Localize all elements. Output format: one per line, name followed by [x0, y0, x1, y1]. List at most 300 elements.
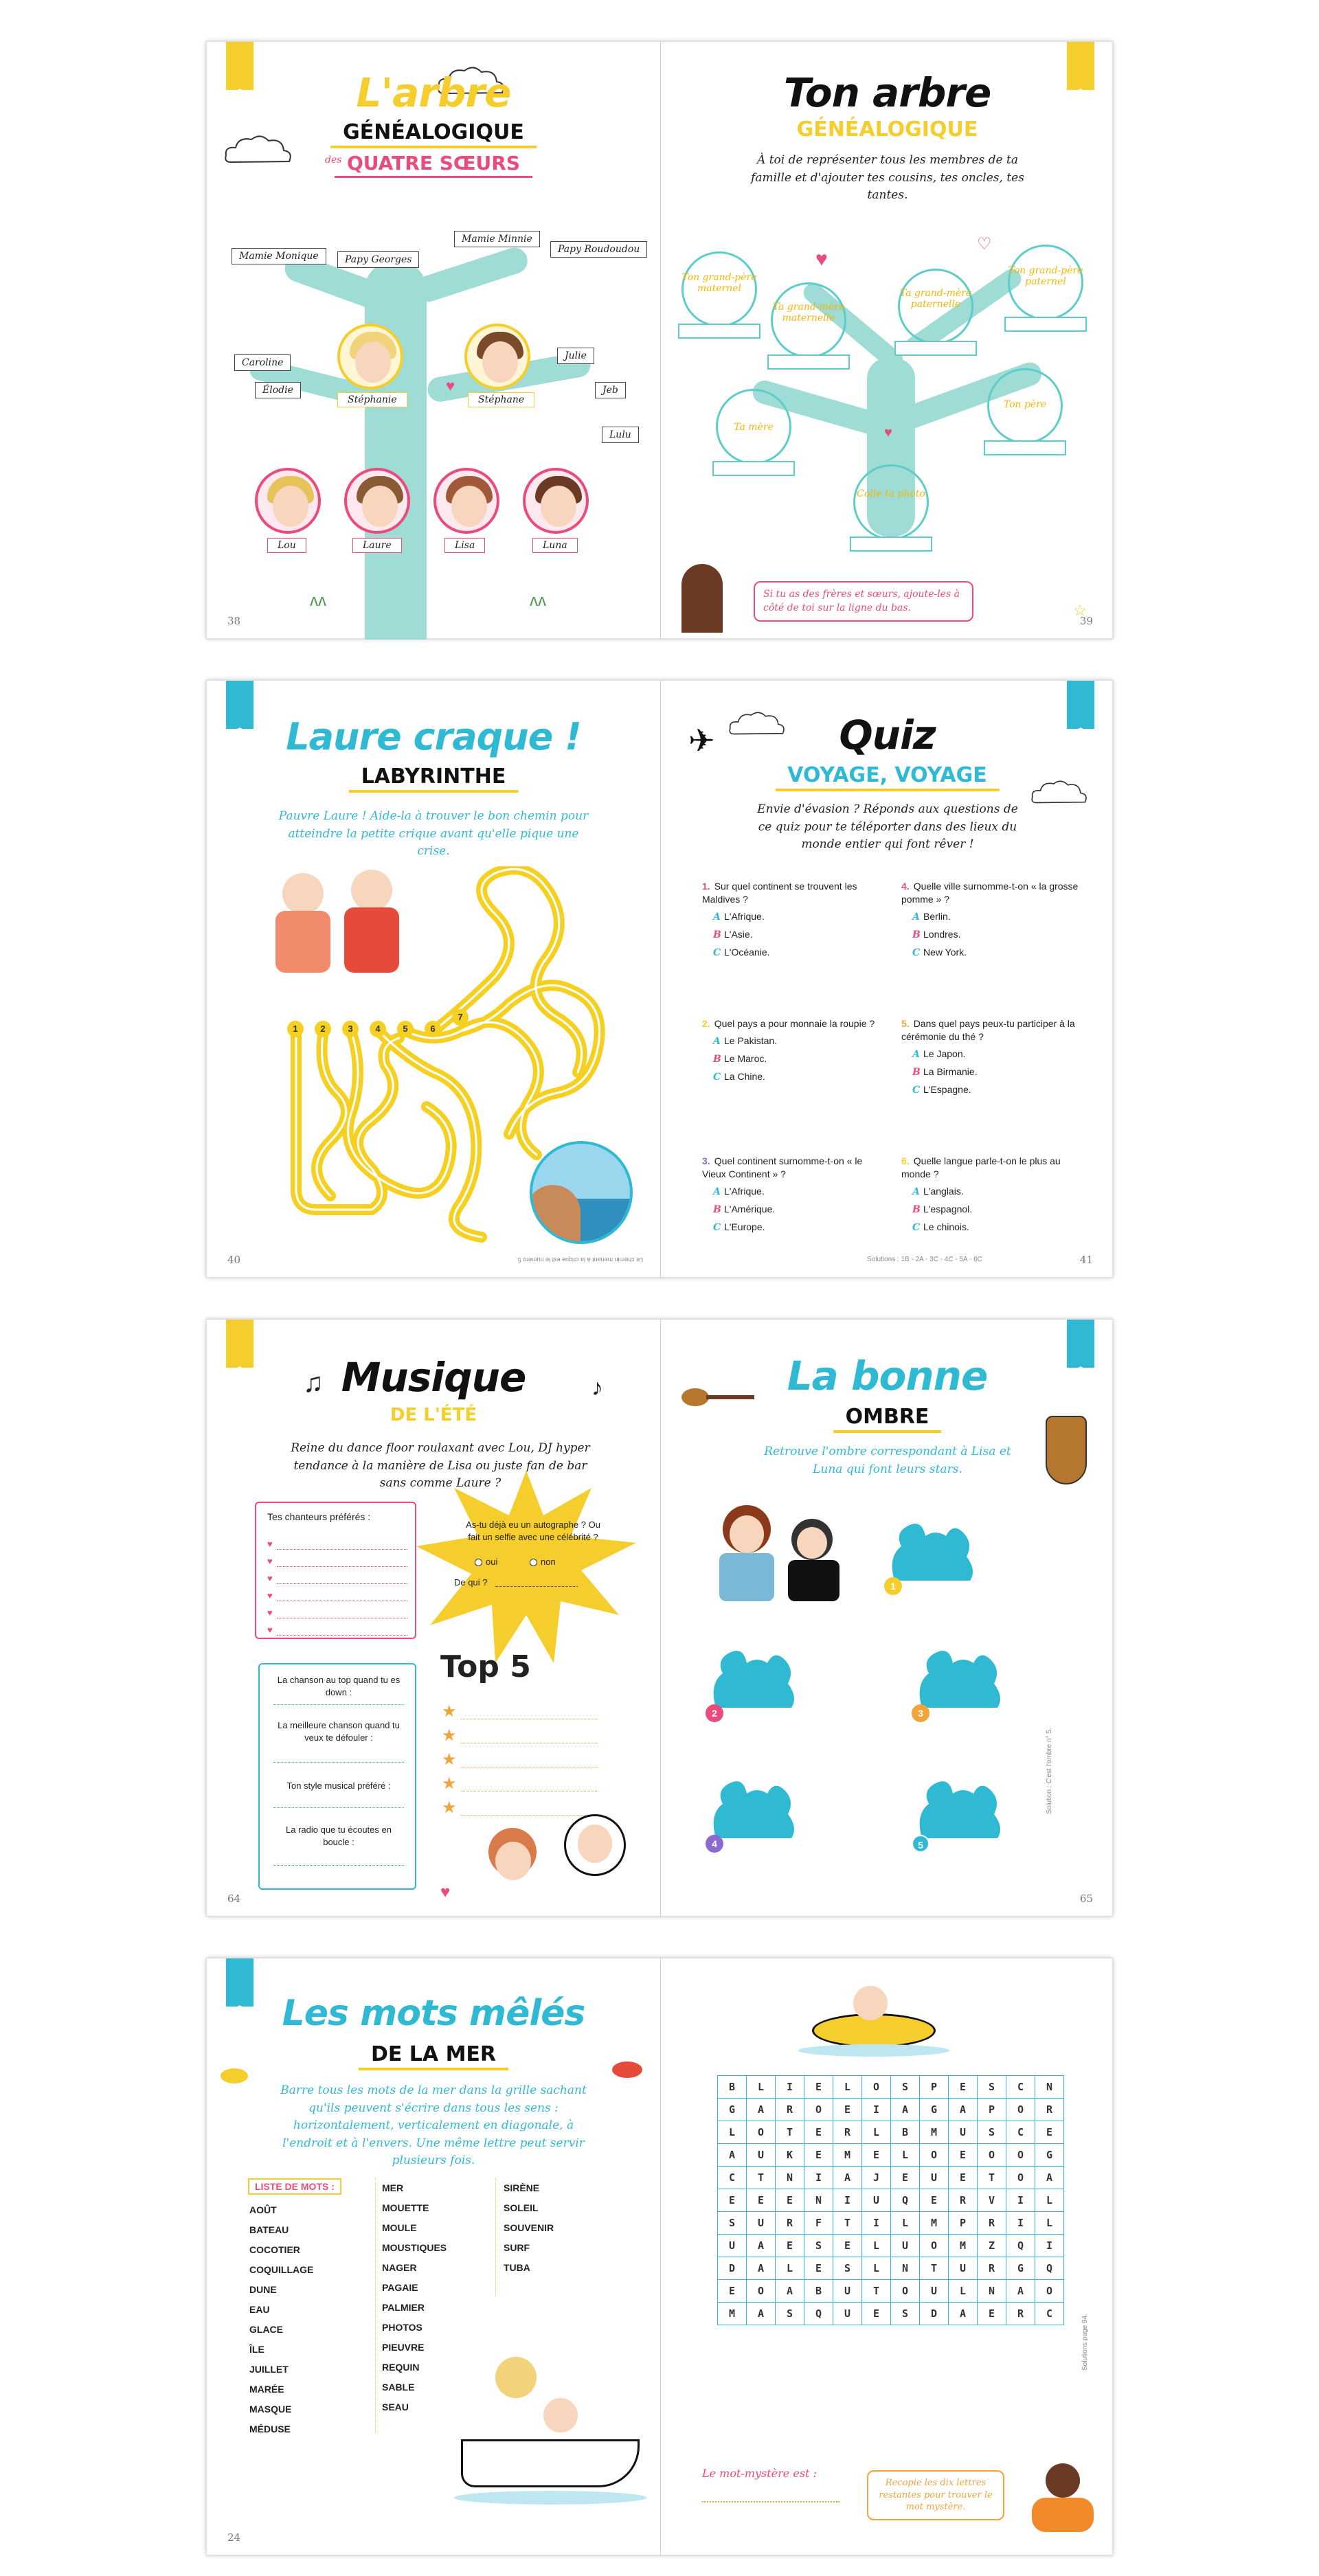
grid-cell[interactable]: J	[862, 2167, 891, 2189]
grid-cell[interactable]: U	[949, 2121, 978, 2144]
page-family-tree-sisters	[207, 42, 660, 640]
shadow-number[interactable]: 5	[912, 1835, 929, 1853]
cove-image	[530, 1141, 633, 1244]
top5-line[interactable]: ★	[461, 1800, 598, 1816]
grid-cell[interactable]: O	[804, 2099, 833, 2121]
grid-cell[interactable]: U	[920, 2167, 949, 2189]
page-music	[207, 1320, 660, 1917]
grid-cell[interactable]: N	[891, 2257, 920, 2280]
top5-line[interactable]: ★	[461, 1776, 598, 1792]
grid-cell[interactable]: T	[862, 2280, 891, 2303]
boat-illustration	[454, 2343, 646, 2515]
prompt-label: La radio que tu écoutes en boucle :	[286, 1824, 392, 1847]
grid-cell[interactable]: Q	[804, 2303, 833, 2325]
grid-cell[interactable]: O	[1006, 2099, 1035, 2121]
grid-cell[interactable]: C	[718, 2167, 747, 2189]
word-search-grid[interactable]	[717, 2075, 1064, 2325]
music-note-icon: ♫	[303, 1368, 324, 1398]
grid-cell[interactable]: L	[891, 2144, 920, 2167]
grid-cell[interactable]: U	[833, 2280, 862, 2303]
grid-cell[interactable]: A	[747, 2235, 776, 2257]
grid-cell[interactable]: E	[891, 2167, 920, 2189]
grid-cell[interactable]: M	[920, 2212, 949, 2235]
quiz-question	[702, 1155, 888, 1234]
grid-cell[interactable]: M	[920, 2121, 949, 2144]
prompt-line	[273, 1865, 404, 1866]
grid-cell[interactable]: A	[891, 2099, 920, 2121]
grid-cell[interactable]: P	[920, 2076, 949, 2099]
grid-cell[interactable]: E	[804, 2257, 833, 2280]
grid-cell[interactable]: O	[920, 2144, 949, 2167]
shadow-number[interactable]: 1	[884, 1577, 902, 1595]
intro-text: À toi de représenter tous les membres de ta famille et d'ajouter tes cousins, tes oncles, tes tantes.	[751, 153, 1024, 202]
page-title: Quiz	[839, 712, 936, 758]
word-list-title: LISTE DE MOTS :	[248, 2178, 341, 2195]
star-icon: ☆	[1073, 602, 1087, 619]
quiz-question	[702, 880, 888, 959]
grid-cell[interactable]: A	[1006, 2280, 1035, 2303]
word-item: MASQUE	[249, 2404, 292, 2415]
answer-option[interactable]: C La Chine.	[713, 1070, 765, 1083]
shadow-number[interactable]: 3	[912, 1704, 929, 1722]
spread-music-shadow	[206, 1319, 1113, 1917]
relative-label: Lulu	[602, 427, 639, 443]
grid-cell[interactable]: O	[747, 2280, 776, 2303]
grid-cell[interactable]: E	[862, 2303, 891, 2325]
grid-cell[interactable]: E	[920, 2189, 949, 2212]
avatar	[464, 324, 530, 389]
word-item: SOLEIL	[504, 2202, 539, 2213]
frame-banner	[678, 324, 760, 339]
word-item: MOUETTE	[382, 2202, 429, 2213]
grid-cell[interactable]: A	[776, 2280, 804, 2303]
word-item: MER	[382, 2182, 404, 2193]
grid-cell[interactable]: B	[718, 2076, 747, 2099]
avatar	[433, 468, 499, 534]
page-number: 65	[1079, 1893, 1093, 1905]
shadow-silhouette[interactable]	[709, 1642, 798, 1711]
grid-cell[interactable]: L	[747, 2076, 776, 2099]
grid-cell[interactable]: A	[949, 2099, 978, 2121]
grid-cell[interactable]: R	[1035, 2099, 1064, 2121]
grid-cell[interactable]: A	[949, 2303, 978, 2325]
grid-cell[interactable]: L	[862, 2235, 891, 2257]
grid-cell[interactable]: I	[1006, 2212, 1035, 2235]
grid-cell[interactable]: I	[776, 2076, 804, 2099]
tree-trunk	[365, 262, 427, 640]
non-option[interactable]: non	[530, 1557, 556, 1567]
grid-cell[interactable]: C	[1006, 2076, 1035, 2099]
grid-cell[interactable]: Q	[1006, 2235, 1035, 2257]
word-list-column	[249, 2200, 313, 2439]
answer-option[interactable]: A Berlin.	[912, 910, 951, 923]
grid-cell[interactable]: T	[833, 2212, 862, 2235]
answer-option[interactable]: A L'Afrique.	[713, 1185, 765, 1197]
grid-cell[interactable]: L	[776, 2257, 804, 2280]
relative-label: Caroline	[234, 354, 291, 371]
grid-cell[interactable]: U	[747, 2144, 776, 2167]
word-item: MOULE	[382, 2222, 417, 2233]
page-title: Laure craque !	[286, 715, 581, 758]
answer-option[interactable]: B L'Asie.	[713, 928, 753, 940]
column-divider	[375, 2178, 376, 2432]
grid-row	[718, 2212, 1064, 2235]
shadow-silhouette[interactable]	[915, 1773, 1004, 1842]
sister-name: Luna	[532, 538, 578, 553]
grid-cell[interactable]: D	[718, 2257, 747, 2280]
answer-option[interactable]: C New York.	[912, 946, 967, 958]
grid-cell[interactable]: C	[1006, 2121, 1035, 2144]
grid-cell[interactable]: I	[862, 2212, 891, 2235]
relative-label: Jeb	[595, 382, 626, 398]
answer-option[interactable]: A Le Japon.	[912, 1048, 966, 1060]
grid-cell[interactable]: E	[804, 2076, 833, 2099]
grid-cell[interactable]: E	[949, 2076, 978, 2099]
grid-cell[interactable]: N	[1035, 2076, 1064, 2099]
grid-cell[interactable]: L	[1035, 2189, 1064, 2212]
grid-cell[interactable]: E	[747, 2189, 776, 2212]
oui-option[interactable]: oui	[475, 1557, 497, 1567]
grid-cell[interactable]: S	[891, 2303, 920, 2325]
mystery-label: Le mot-mystère est :	[702, 2467, 817, 2480]
shadow-silhouette[interactable]	[915, 1642, 1004, 1711]
airplane-icon: ✈	[688, 723, 715, 758]
question-text: Quel pays a pour monnaie la roupie ?	[714, 1018, 875, 1029]
grid-cell[interactable]: S	[891, 2076, 920, 2099]
title-bar: GÉNÉALOGIQUE	[330, 119, 537, 148]
word-item: ÎLE	[249, 2344, 264, 2355]
page-title: La bonne	[787, 1353, 988, 1399]
heart-icon: ♥	[440, 1883, 451, 1901]
page-title: L'arbre	[356, 69, 511, 116]
top5-line[interactable]: ★	[461, 1752, 598, 1767]
maze-start-number[interactable]: 6	[425, 1021, 441, 1037]
grid-cell[interactable]: S	[776, 2303, 804, 2325]
page-title: Les mots mêlés	[282, 1993, 585, 2034]
frame-label: Ton grand-père paternel	[1008, 265, 1083, 288]
drum-icon	[1046, 1416, 1087, 1484]
page-number: 64	[227, 1893, 241, 1905]
de-qui-label: De qui ?	[454, 1577, 488, 1588]
page-number: 39	[1079, 615, 1093, 627]
heart-icon: ♥	[884, 425, 892, 440]
grid-cell[interactable]: M	[833, 2144, 862, 2167]
grid-cell[interactable]: N	[978, 2280, 1006, 2303]
grid-cell[interactable]: G	[920, 2099, 949, 2121]
grid-cell[interactable]: O	[747, 2121, 776, 2144]
grid-cell[interactable]: B	[891, 2121, 920, 2144]
grid-cell[interactable]: O	[978, 2144, 1006, 2167]
autograph-question: As-tu déjà eu un autographe ? Ou fait un selfie avec une célébrité ?	[466, 1519, 600, 1543]
answer-option[interactable]: C L'Océanie.	[713, 946, 770, 958]
grid-cell[interactable]: B	[804, 2280, 833, 2303]
music-prompts-box[interactable]	[258, 1663, 416, 1890]
word-item: BATEAU	[249, 2224, 289, 2235]
grid-cell[interactable]: O	[1035, 2280, 1064, 2303]
grid-cell[interactable]: G	[1035, 2144, 1064, 2167]
frame-label: Ta grand-mère maternelle	[772, 302, 845, 324]
prompt-line	[273, 1704, 404, 1705]
frame-banner	[894, 341, 977, 356]
prompt-label: La meilleure chanson quand tu veux te défouler :	[278, 1720, 400, 1743]
grid-cell[interactable]: K	[776, 2144, 804, 2167]
frame-banner	[850, 536, 932, 552]
grid-cell[interactable]: R	[776, 2212, 804, 2235]
grid-cell[interactable]: G	[1006, 2257, 1035, 2280]
grid-row	[718, 2099, 1064, 2121]
grid-cell[interactable]: M	[718, 2303, 747, 2325]
prompt-label: La chanson au top quand tu es down :	[277, 1675, 401, 1697]
grid-cell[interactable]: E	[1035, 2121, 1064, 2144]
answer-option[interactable]: A Le Pakistan.	[713, 1035, 778, 1047]
question-text: Sur quel continent se trouvent les Maldives ?	[702, 881, 857, 905]
grid-cell[interactable]: O	[920, 2235, 949, 2257]
title-bar: LABYRINTHE	[349, 763, 519, 793]
page-title: Ton arbre	[783, 69, 991, 116]
starburst	[413, 1467, 640, 1667]
grid-cell[interactable]: I	[862, 2099, 891, 2121]
grid-row	[718, 2121, 1064, 2144]
favorite-singers-box[interactable]: Tes chanteurs préférés : ♥ ♥ ♥ ♥ ♥ ♥	[255, 1502, 416, 1639]
mystery-answer-line[interactable]	[702, 2501, 839, 2502]
grid-cell[interactable]: E	[833, 2235, 862, 2257]
grid-cell[interactable]: R	[833, 2121, 862, 2144]
heart-icon: ♡	[977, 235, 992, 253]
maze-start-number[interactable]: 7	[452, 1009, 469, 1026]
grid-cell[interactable]: E	[718, 2189, 747, 2212]
grid-cell[interactable]: O	[891, 2280, 920, 2303]
maze-start-number[interactable]: 2	[315, 1021, 331, 1037]
grid-cell[interactable]: R	[776, 2099, 804, 2121]
answer-option[interactable]: A L'anglais.	[912, 1185, 964, 1197]
grid-cell[interactable]: U	[862, 2189, 891, 2212]
word-item: SOUVENIR	[504, 2222, 554, 2233]
grid-cell[interactable]: C	[1035, 2303, 1064, 2325]
grid-cell[interactable]: A	[747, 2303, 776, 2325]
shadow-number[interactable]: 4	[706, 1835, 723, 1853]
grid-cell[interactable]: E	[949, 2144, 978, 2167]
grid-cell[interactable]: R	[1006, 2303, 1035, 2325]
grid-cell[interactable]: E	[776, 2189, 804, 2212]
grid-cell[interactable]: A	[747, 2099, 776, 2121]
column-divider	[495, 2178, 496, 2295]
title-bar: DE L'ÉTÉ	[390, 1405, 477, 1425]
answer-option[interactable]: B Londres.	[912, 928, 961, 940]
grid-cell[interactable]: L	[949, 2280, 978, 2303]
top5-title: Top 5	[440, 1649, 531, 1684]
shadow-number[interactable]: 2	[706, 1704, 723, 1722]
solution-side-note: Solutions page 94.	[1081, 2314, 1089, 2371]
grid-cell[interactable]: S	[718, 2212, 747, 2235]
frame-label: Colle ta photo	[857, 488, 925, 499]
answer-option[interactable]: A L'Afrique.	[713, 910, 765, 923]
grid-cell[interactable]: S	[804, 2235, 833, 2257]
stars-illustration	[716, 1498, 853, 1601]
page-number: 40	[227, 1254, 241, 1266]
cloud-icon	[221, 131, 303, 172]
grid-cell[interactable]: D	[920, 2303, 949, 2325]
grid-cell[interactable]: E	[804, 2144, 833, 2167]
shadow-silhouette[interactable]	[888, 1515, 977, 1584]
answer-option[interactable]: B L'espagnol.	[912, 1203, 973, 1215]
title-bar: VOYAGE, VOYAGE	[775, 762, 999, 791]
grid-cell[interactable]: R	[978, 2212, 1006, 2235]
grid-cell[interactable]: T	[776, 2121, 804, 2144]
grid-row	[718, 2235, 1064, 2257]
grid-cell[interactable]: L	[862, 2121, 891, 2144]
grid-cell[interactable]: Z	[978, 2235, 1006, 2257]
cloud-icon	[1025, 777, 1094, 811]
grid-cell[interactable]: I	[1035, 2235, 1064, 2257]
grid-cell[interactable]: V	[978, 2189, 1006, 2212]
word-item: DUNE	[249, 2284, 277, 2295]
grid-cell[interactable]: R	[949, 2189, 978, 2212]
answer-option[interactable]: C Le chinois.	[912, 1221, 969, 1233]
grid-cell[interactable]: U	[891, 2235, 920, 2257]
grid-cell[interactable]: A	[718, 2144, 747, 2167]
top5-line[interactable]: ★	[461, 1704, 598, 1719]
grid-cell[interactable]: E	[862, 2144, 891, 2167]
intro-text: Barre tous les mots de la mer dans la grille sachant qu'ils peuvent s'écrire dans tous les sens : horizontalement, verticalement en diagonale, à l'endroit et à l'envers. Une même lettre peut servir plusieurs fois.	[280, 2083, 587, 2167]
maze-start-number[interactable]: 3	[342, 1021, 359, 1037]
grid-cell[interactable]: U	[833, 2303, 862, 2325]
grid-cell[interactable]: O	[1006, 2144, 1035, 2167]
grid-cell[interactable]: A	[1035, 2167, 1064, 2189]
grid-row	[718, 2280, 1064, 2303]
grid-row	[718, 2257, 1064, 2280]
grid-cell[interactable]: L	[891, 2212, 920, 2235]
girl-illustration	[681, 564, 723, 633]
word-list-column	[504, 2178, 554, 2278]
speech-text: Si tu as des frères et sœurs, ajoute-les à côté de toi sur la ligne du bas.	[763, 589, 960, 613]
grid-cell[interactable]: U	[747, 2212, 776, 2235]
grid-cell[interactable]: F	[804, 2212, 833, 2235]
footnote: Le chemin menant à la crique est le numéro 5.	[516, 1256, 644, 1263]
avatar	[523, 468, 589, 534]
grid-cell[interactable]: A	[833, 2167, 862, 2189]
de-qui-line[interactable]	[495, 1586, 578, 1587]
grid-cell[interactable]: R	[978, 2257, 1006, 2280]
grid-cell[interactable]: U	[718, 2235, 747, 2257]
answer-option[interactable]: B La Birmanie.	[912, 1065, 978, 1078]
grid-cell[interactable]: N	[776, 2167, 804, 2189]
maze-start-number[interactable]: 5	[397, 1021, 414, 1037]
sister-name: Laure	[352, 538, 402, 553]
mystery-hint: Recopie les dix lettres restantes pour trouver le mot mystère.	[879, 2478, 993, 2513]
grid-cell[interactable]: T	[920, 2257, 949, 2280]
solutions-footnote: Solutions : 1B - 2A - 3C - 4C - 5A - 6C	[867, 1256, 982, 1263]
grid-cell[interactable]: P	[978, 2099, 1006, 2121]
grid-cell[interactable]: P	[949, 2212, 978, 2235]
word-item: PHOTOS	[382, 2322, 422, 2333]
grid-cell[interactable]: L	[833, 2076, 862, 2099]
grid-cell[interactable]: I	[833, 2189, 862, 2212]
fish-icon	[612, 2061, 642, 2078]
word-item: SEAU	[382, 2402, 409, 2413]
grid-cell[interactable]: E	[949, 2167, 978, 2189]
girl-illustration	[1025, 2463, 1094, 2539]
page-number: 41	[1079, 1254, 1093, 1266]
grid-cell[interactable]: G	[718, 2099, 747, 2121]
intro-text: Pauvre Laure ! Aide-la à trouver le bon chemin pour atteindre la petite crique avant qu'elle pique une crise.	[278, 809, 589, 858]
word-item: MÉDUSE	[249, 2424, 291, 2434]
word-item: AOÛT	[249, 2204, 277, 2215]
grid-cell[interactable]: S	[978, 2121, 1006, 2144]
grid-cell[interactable]: L	[862, 2257, 891, 2280]
grandparent-label: Mamie Minnie	[454, 231, 540, 247]
shadow-silhouette[interactable]	[709, 1773, 798, 1842]
page-your-family-tree	[660, 42, 1114, 640]
grid-cell[interactable]: A	[747, 2257, 776, 2280]
grid-cell[interactable]: L	[718, 2121, 747, 2144]
grid-cell[interactable]: Q	[1035, 2257, 1064, 2280]
photo-frame[interactable]	[853, 464, 929, 540]
grid-cell[interactable]: U	[920, 2280, 949, 2303]
grid-cell[interactable]: N	[804, 2189, 833, 2212]
question-number: 3.	[702, 1155, 710, 1166]
quiz-question	[901, 1155, 1087, 1234]
grid-cell[interactable]: I	[1006, 2189, 1035, 2212]
word-list-column	[382, 2178, 447, 2417]
word-item: EAU	[249, 2304, 270, 2315]
heart-icon: ♥	[446, 377, 455, 394]
spread-family-tree	[206, 41, 1113, 639]
quiz-question	[901, 880, 1087, 959]
tree-branch	[412, 245, 530, 306]
grid-cell[interactable]: I	[804, 2167, 833, 2189]
grid-cell[interactable]: E	[978, 2303, 1006, 2325]
speech-bubble	[754, 581, 973, 622]
grid-cell[interactable]: L	[1035, 2212, 1064, 2235]
question-text: Quelle ville surnomme-t-on « la grosse pomme » ?	[901, 881, 1079, 905]
grid-cell[interactable]: O	[862, 2076, 891, 2099]
grid-cell[interactable]: Q	[891, 2189, 920, 2212]
grid-row	[718, 2189, 1064, 2212]
answer-option[interactable]: C L'Europe.	[713, 1221, 765, 1233]
grid-cell[interactable]: U	[949, 2257, 978, 2280]
grid-cell[interactable]: E	[776, 2235, 804, 2257]
maze-start-number[interactable]: 1	[287, 1021, 304, 1037]
grid-cell[interactable]: S	[833, 2257, 862, 2280]
answer-option[interactable]: C L'Espagne.	[912, 1083, 971, 1096]
grid-cell[interactable]: T	[747, 2167, 776, 2189]
grid-cell[interactable]: S	[978, 2076, 1006, 2099]
small-des-label: des	[325, 155, 342, 166]
grid-row	[718, 2303, 1064, 2325]
grid-cell[interactable]: E	[804, 2121, 833, 2144]
page-maze	[207, 681, 660, 1278]
grid-cell[interactable]: E	[718, 2280, 747, 2303]
grid-cell[interactable]: T	[978, 2167, 1006, 2189]
question-text: Dans quel pays peux-tu participer à la cérémonie du thé ?	[901, 1018, 1075, 1042]
grid-cell[interactable]: E	[833, 2099, 862, 2121]
music-note-icon: ♪	[591, 1375, 603, 1401]
spread-word-search	[206, 1958, 1113, 2555]
question-number: 2.	[702, 1018, 710, 1029]
grid-cell[interactable]: M	[949, 2235, 978, 2257]
word-item: JUILLET	[249, 2364, 289, 2375]
grid-cell[interactable]: O	[1006, 2167, 1035, 2189]
top5-line[interactable]: ★	[461, 1728, 598, 1743]
title-bar: GÉNÉALOGIQUE	[796, 117, 978, 142]
sister-name: Lou	[267, 538, 306, 553]
answer-option[interactable]: B L'Amérique.	[713, 1203, 776, 1215]
prompt-label: Ton style musical préféré :	[286, 1781, 391, 1791]
grass-icon: ʌʌ	[530, 591, 546, 610]
answer-option[interactable]: B Le Maroc.	[713, 1052, 767, 1065]
maze-start-number[interactable]: 4	[370, 1021, 386, 1037]
page-number: 24	[227, 2531, 241, 2544]
